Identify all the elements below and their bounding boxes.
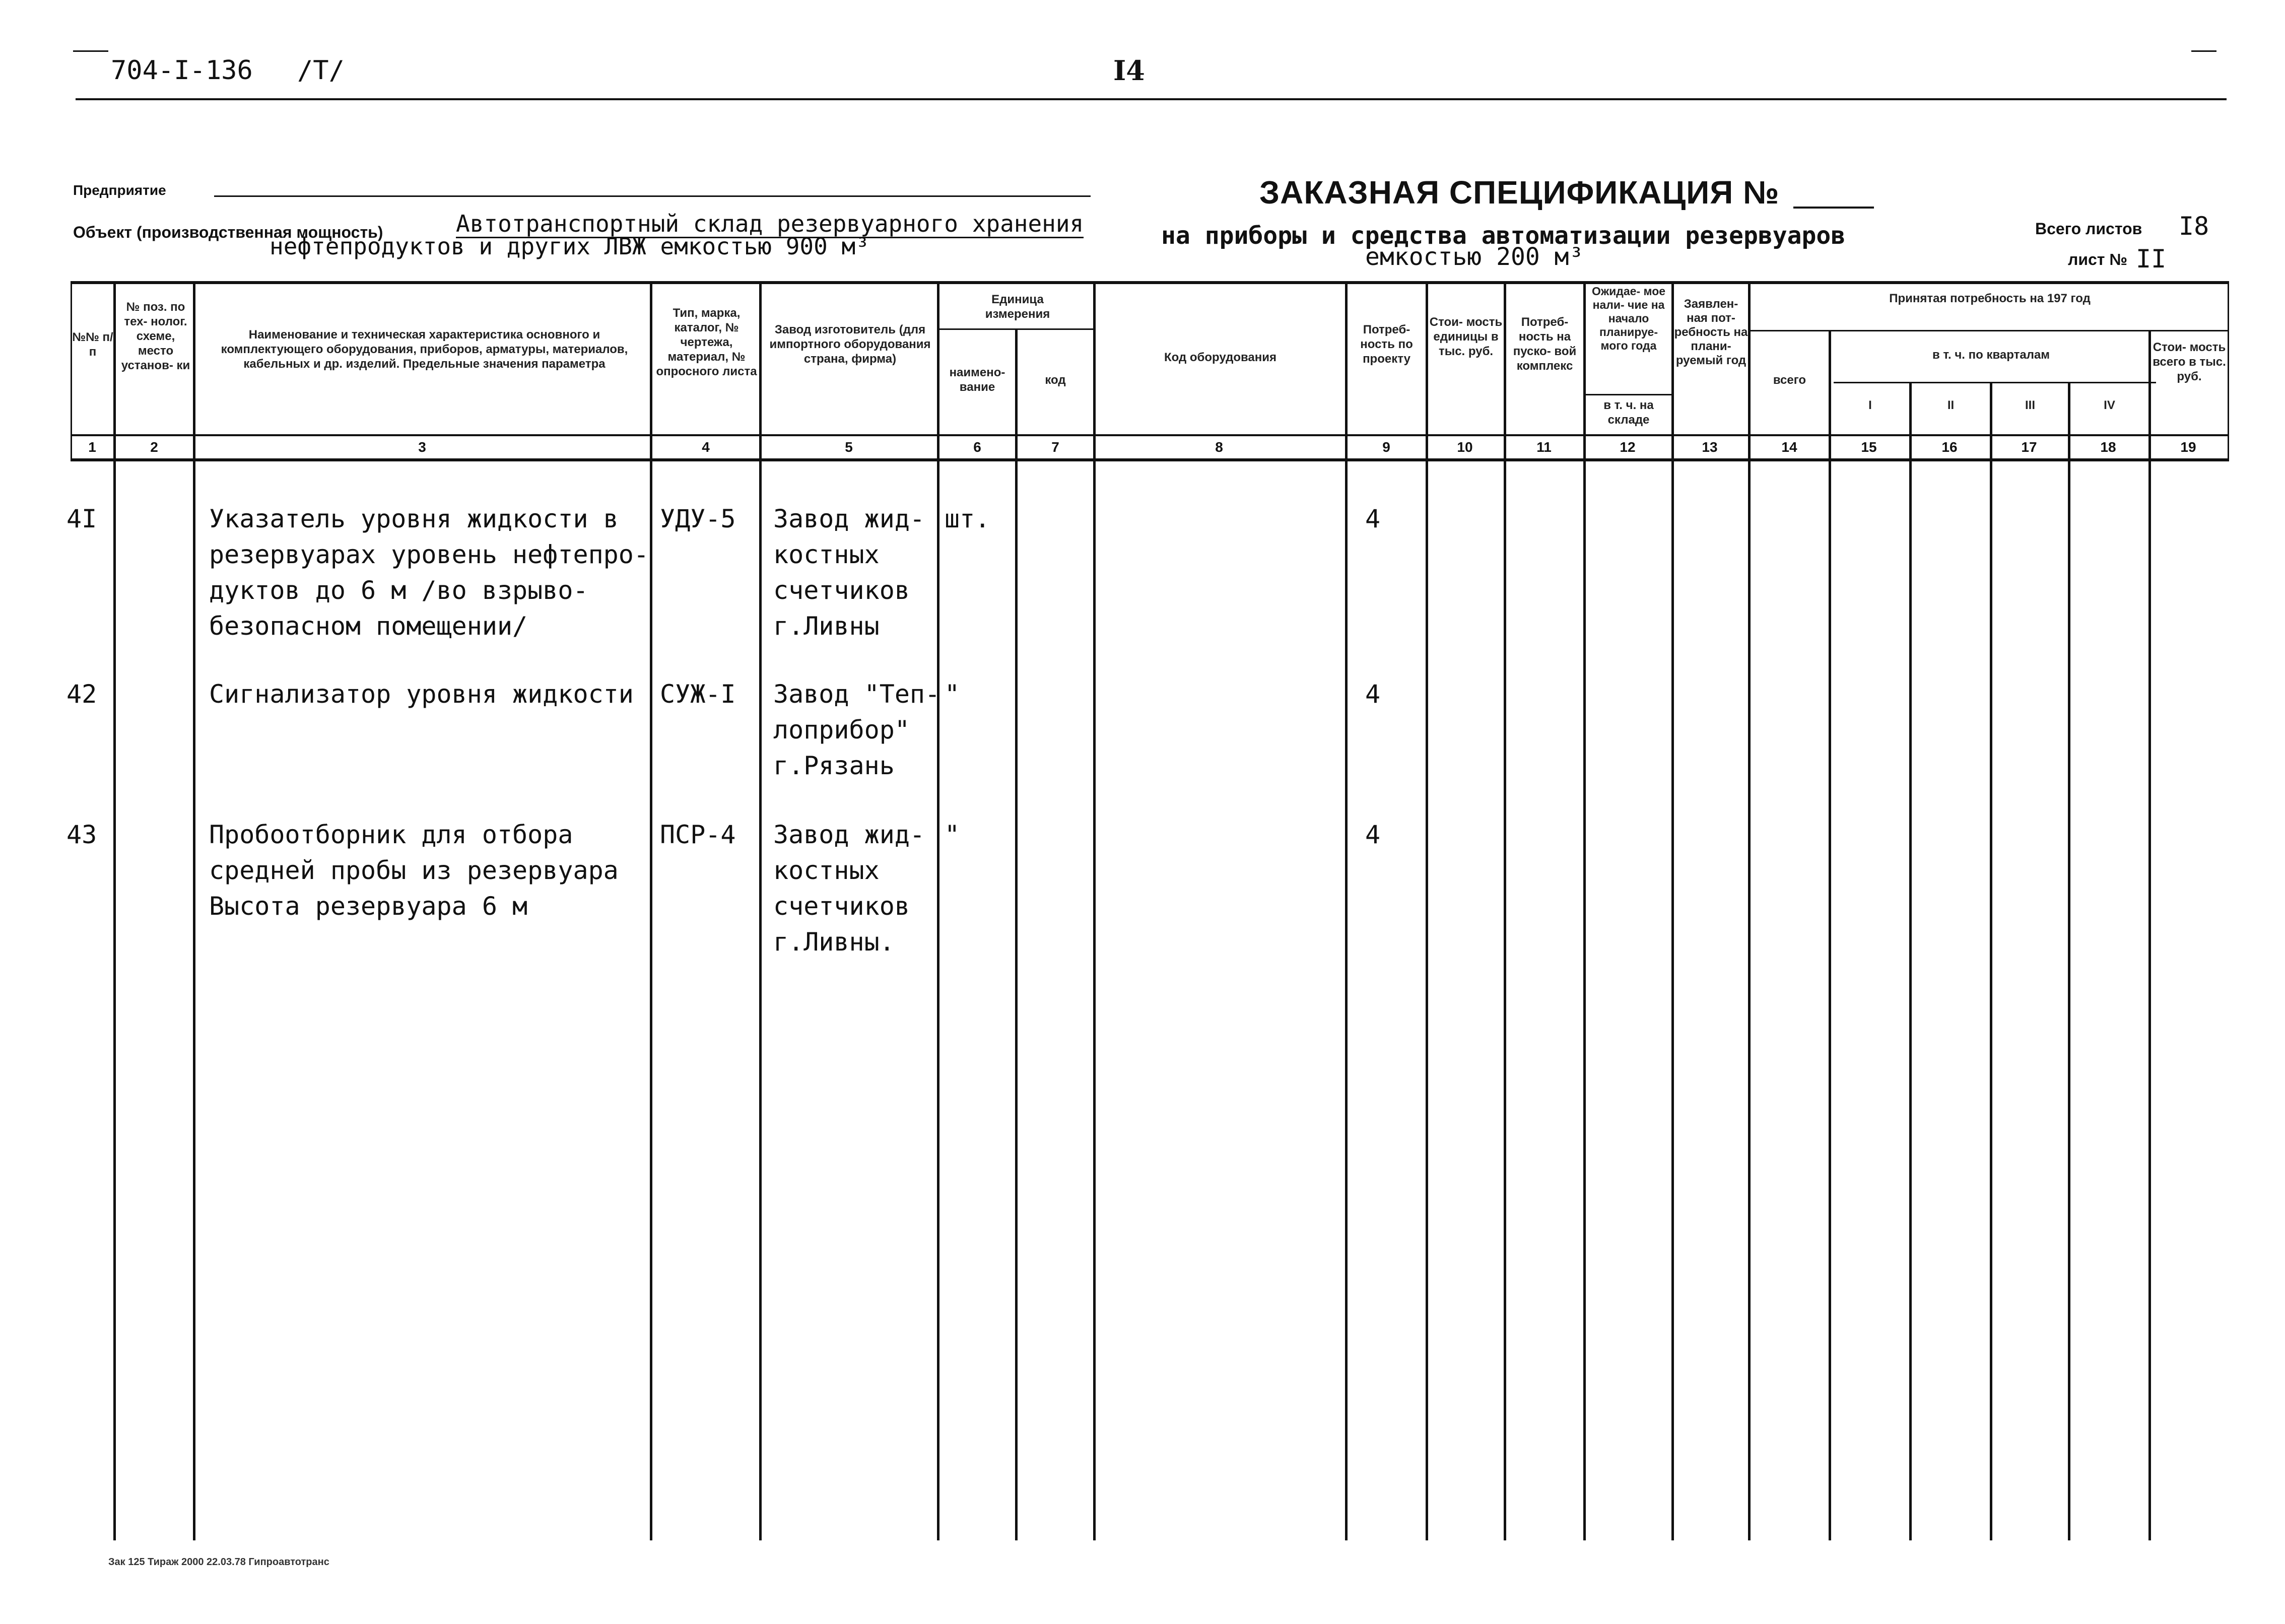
- col-number-15: 15: [1861, 439, 1877, 455]
- col-line-19: [2228, 281, 2229, 458]
- accepted-group-rule: [1751, 330, 2229, 331]
- col-header-15: I: [1868, 398, 1872, 412]
- enterprise-line: [214, 195, 1091, 197]
- col-line-0: [71, 281, 72, 458]
- col-header-accepted-group: Принятая потребность на 197 год: [1889, 292, 2091, 305]
- col-number-10: 10: [1457, 439, 1473, 455]
- col-header-2: № поз. по тех- нолог. схеме, место установ- ки: [121, 300, 190, 372]
- col-number-18: 18: [2100, 439, 2116, 455]
- item-unit: ": [945, 820, 960, 849]
- col-line-17: [2068, 382, 2070, 1540]
- col-line-2: [193, 281, 195, 1540]
- table-top-rule: [71, 281, 2229, 284]
- col-header-7: код: [1045, 373, 1066, 387]
- col-header-3: Наименование и техническая характеристика основного и комплектующего оборудования, приборов, арматуры, материалов, кабельных и др. изделий. Предельные значения параметра: [221, 328, 628, 371]
- col-header-14: всего: [1773, 373, 1806, 387]
- col-line-12: [1671, 281, 1674, 1540]
- col-number-3: 3: [418, 439, 426, 455]
- col-line-4: [759, 281, 762, 1540]
- col-header-10: Стои- мость единицы в тыс. руб.: [1429, 315, 1503, 358]
- item-manufacturer: Завод жид- костных счетчиков г.Ливны: [773, 504, 925, 641]
- col-line-14: [1829, 330, 1831, 1540]
- col-line-5: [937, 281, 939, 1540]
- object-line-1: Автотранспортный склад резервуарного хранения: [456, 210, 1084, 237]
- col-header-9: Потреб- ность по проекту: [1360, 323, 1413, 366]
- col-number-5: 5: [845, 439, 853, 455]
- col-header-8: Код оборудования: [1164, 351, 1277, 364]
- col-number-4: 4: [702, 439, 710, 455]
- col-header-6: наимено- вание: [949, 366, 1005, 394]
- col-line-16: [1990, 382, 1992, 1540]
- unit-group-rule: [939, 328, 1096, 330]
- item-name: Указатель уровня жидкости в резервуарах уровень нефтепро- дуктов до 6 м /во взрыво- безопасном помещении/: [209, 504, 649, 641]
- col-line-13: [1748, 281, 1751, 1540]
- col-number-9: 9: [1382, 439, 1390, 455]
- col-number-6: 6: [973, 439, 981, 455]
- col-line-18: [2148, 330, 2151, 1540]
- item-unit: шт.: [945, 504, 990, 533]
- row-number: 42: [66, 680, 97, 709]
- spec-subtitle-1: на приборы и средства автоматизации резервуаров: [1161, 222, 1846, 250]
- item-type: ПСР-4: [660, 820, 736, 849]
- col-header-12: Ожидае- мое нали- чие на начало планируе- мого года: [1591, 285, 1666, 352]
- enterprise-label: Предприятие: [73, 182, 166, 198]
- col-line-6: [1015, 328, 1018, 1540]
- col-line-9: [1426, 281, 1428, 1540]
- top-left-tick: [73, 50, 108, 52]
- col-header-1: №№ п/п: [72, 330, 113, 359]
- object-label: Объект (производственная мощность): [73, 223, 383, 241]
- col-line-7: [1093, 281, 1096, 1540]
- top-rule: [76, 98, 2227, 100]
- item-unit: ": [945, 680, 960, 709]
- col-header-quarters-group: в т. ч. по кварталам: [1932, 348, 2050, 362]
- item-quantity: 4: [1365, 680, 1381, 709]
- col-number-14: 14: [1781, 439, 1797, 455]
- item-quantity: 4: [1365, 504, 1381, 533]
- col-header-17: III: [2025, 398, 2035, 412]
- col-number-13: 13: [1702, 439, 1718, 455]
- col-header-19: Стои- мость всего в тыс. руб.: [2153, 341, 2226, 383]
- sheet-label: лист №: [2068, 250, 2128, 268]
- col-header-13: Заявлен- ная пот- ребность на плани- руемый год: [1674, 297, 1748, 367]
- stock-sub-rule: [1586, 394, 1671, 395]
- col-header-unit-group: Единица измерения: [985, 293, 1050, 321]
- col-line-10: [1504, 281, 1506, 1540]
- sheet-value: II: [2136, 244, 2167, 274]
- spec-title: ЗАКАЗНАЯ СПЕЦИФИКАЦИЯ №: [1259, 174, 1780, 211]
- row-number: 4I: [66, 504, 97, 533]
- col-number-12: 12: [1620, 439, 1636, 455]
- item-manufacturer: Завод жид- костных счетчиков г.Ливны.: [773, 820, 925, 957]
- col-number-1: 1: [88, 439, 96, 455]
- col-header-5: Завод изготовитель (для импортного оборудования страна, фирма): [769, 323, 931, 366]
- spec-subtitle-2: емкостью 200 м³: [1365, 243, 1584, 271]
- object-line-2: нефтепродуктов и других ЛВЖ емкостью 900 м³: [270, 233, 869, 260]
- col-header-11: Потреб- ность на пуско- вой комплекс: [1513, 315, 1577, 373]
- number-row-bottom-rule: [71, 458, 2229, 461]
- total-sheets-value: I8: [2179, 212, 2209, 241]
- document-code: 704-I-136: [111, 55, 253, 86]
- album-mark: /Т/: [297, 55, 345, 86]
- col-number-17: 17: [2021, 439, 2037, 455]
- col-header-12-sub: в т. ч. на складе: [1603, 398, 1654, 427]
- col-header-16: II: [1947, 398, 1955, 412]
- item-quantity: 4: [1365, 820, 1381, 849]
- page-number: I4: [1113, 54, 1145, 87]
- col-header-4: Тип, марка, каталог, № чертежа, материал, № опросного листа: [656, 306, 757, 378]
- col-line-15: [1909, 382, 1912, 1540]
- total-sheets-label: Всего листов: [2035, 220, 2142, 238]
- col-number-16: 16: [1941, 439, 1958, 455]
- item-name: Сигнализатор уровня жидкости: [209, 680, 634, 709]
- col-number-19: 19: [2180, 439, 2196, 455]
- print-info: Зак 125 Тираж 2000 22.03.78 Гипроавтотранс: [108, 1557, 329, 1568]
- top-right-tick: [2191, 50, 2216, 52]
- col-number-7: 7: [1051, 439, 1059, 455]
- col-line-11: [1583, 281, 1586, 1540]
- header-bottom-rule: [71, 434, 2229, 436]
- quarters-group-rule: [1834, 382, 2156, 383]
- item-type: УДУ-5: [660, 504, 736, 533]
- spec-number-line: [1793, 207, 1874, 209]
- col-line-1: [113, 281, 116, 1540]
- item-name: Пробоотборник для отбора средней пробы из резервуара Высота резервуара 6 м: [209, 820, 619, 921]
- col-number-2: 2: [150, 439, 158, 455]
- col-line-8: [1345, 281, 1348, 1540]
- col-number-11: 11: [1536, 439, 1552, 455]
- col-line-3: [650, 281, 652, 1540]
- item-manufacturer: Завод "Теп- лоприбор" г.Рязань: [773, 680, 940, 780]
- item-type: СУЖ-I: [660, 680, 736, 709]
- col-number-8: 8: [1215, 439, 1223, 455]
- col-header-18: IV: [2104, 398, 2115, 412]
- row-number: 43: [66, 820, 97, 849]
